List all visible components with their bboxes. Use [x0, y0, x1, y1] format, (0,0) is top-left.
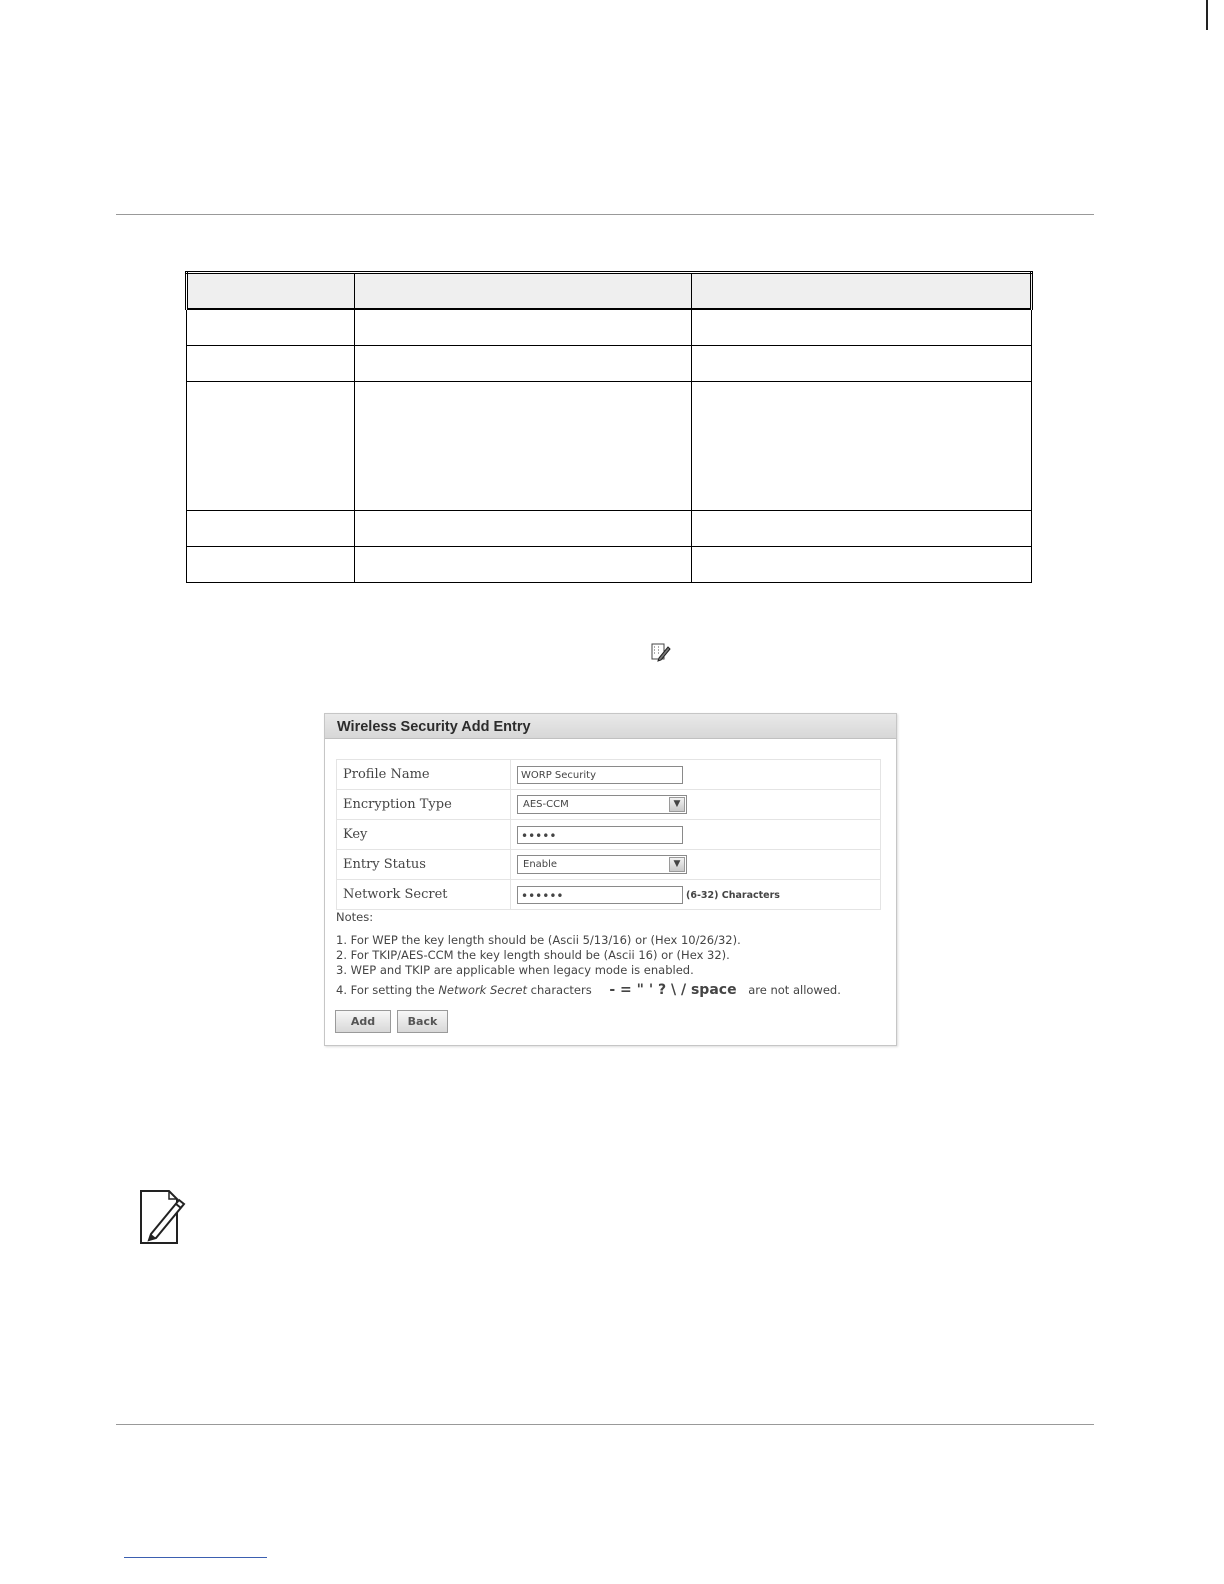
encryption-type-label: Encryption Type [337, 790, 511, 820]
entry-form [336, 759, 881, 910]
wireless-security-add-entry-dialog [324, 713, 897, 1046]
notes-title: Notes: [336, 910, 374, 924]
table-row [187, 381, 1032, 510]
edit-icon [650, 641, 672, 663]
encryption-type-select[interactable] [517, 795, 687, 814]
table-header-cell [692, 273, 1032, 310]
form-row-profile-name [337, 760, 881, 790]
form-row-encryption-type [337, 790, 881, 820]
note4-mid: characters [530, 983, 592, 997]
table-row [187, 309, 1032, 345]
note4-disallowed-chars: - = " ' ? \ / space [609, 982, 737, 998]
network-secret-label: Network Secret [337, 880, 511, 910]
encryption-type-value: AES-CCM [523, 799, 569, 810]
note4-network-secret: Network Secret [438, 983, 527, 997]
chevron-down-icon[interactable]: ▼ [669, 797, 685, 812]
table-row [187, 546, 1032, 582]
form-row-key [337, 820, 881, 850]
entry-status-label: Entry Status [337, 850, 511, 880]
note4-suffix: are not allowed. [748, 983, 841, 997]
network-secret-hint: (6-32) Characters [686, 890, 780, 901]
chevron-down-icon[interactable]: ▼ [669, 857, 685, 872]
form-row-network-secret [337, 880, 881, 910]
dialog-title: Wireless Security Add Entry [325, 714, 896, 739]
profile-name-label: Profile Name [337, 760, 511, 790]
note-pencil-icon [135, 1188, 187, 1246]
key-label: Key [337, 820, 511, 850]
add-button[interactable]: Add [335, 1010, 391, 1033]
back-button[interactable]: Back [397, 1010, 448, 1033]
table-row [187, 345, 1032, 381]
key-input[interactable]: ••••• [517, 826, 683, 844]
entry-status-value: Enable [523, 859, 558, 870]
note-line-4 [336, 983, 888, 998]
table-row [187, 510, 1032, 546]
footer-rule [116, 1424, 1094, 1425]
table-header-cell [354, 273, 692, 310]
header-rule [116, 214, 1094, 215]
profile-name-input[interactable]: WORP Security [517, 766, 683, 784]
document-table [185, 271, 1033, 583]
table-header-cell [187, 273, 355, 310]
entry-status-select[interactable] [517, 855, 687, 874]
form-row-entry-status [337, 850, 881, 880]
network-secret-input[interactable]: •••••• [517, 886, 683, 904]
note4-prefix: 4. For setting the [336, 983, 435, 997]
note-line: 1. For WEP the key length should be (Ascii 5/13/16) or (Hex 10/26/32). [336, 933, 741, 947]
table-header-row [187, 273, 1032, 310]
footer-link-underline[interactable] [124, 1557, 267, 1558]
note-line: 3. WEP and TKIP are applicable when legacy mode is enabled. [336, 963, 694, 977]
page-corner-mark [1206, 0, 1208, 30]
notes-section [336, 910, 888, 998]
note-line: 2. For TKIP/AES-CCM the key length should be (Ascii 16) or (Hex 32). [336, 948, 730, 962]
